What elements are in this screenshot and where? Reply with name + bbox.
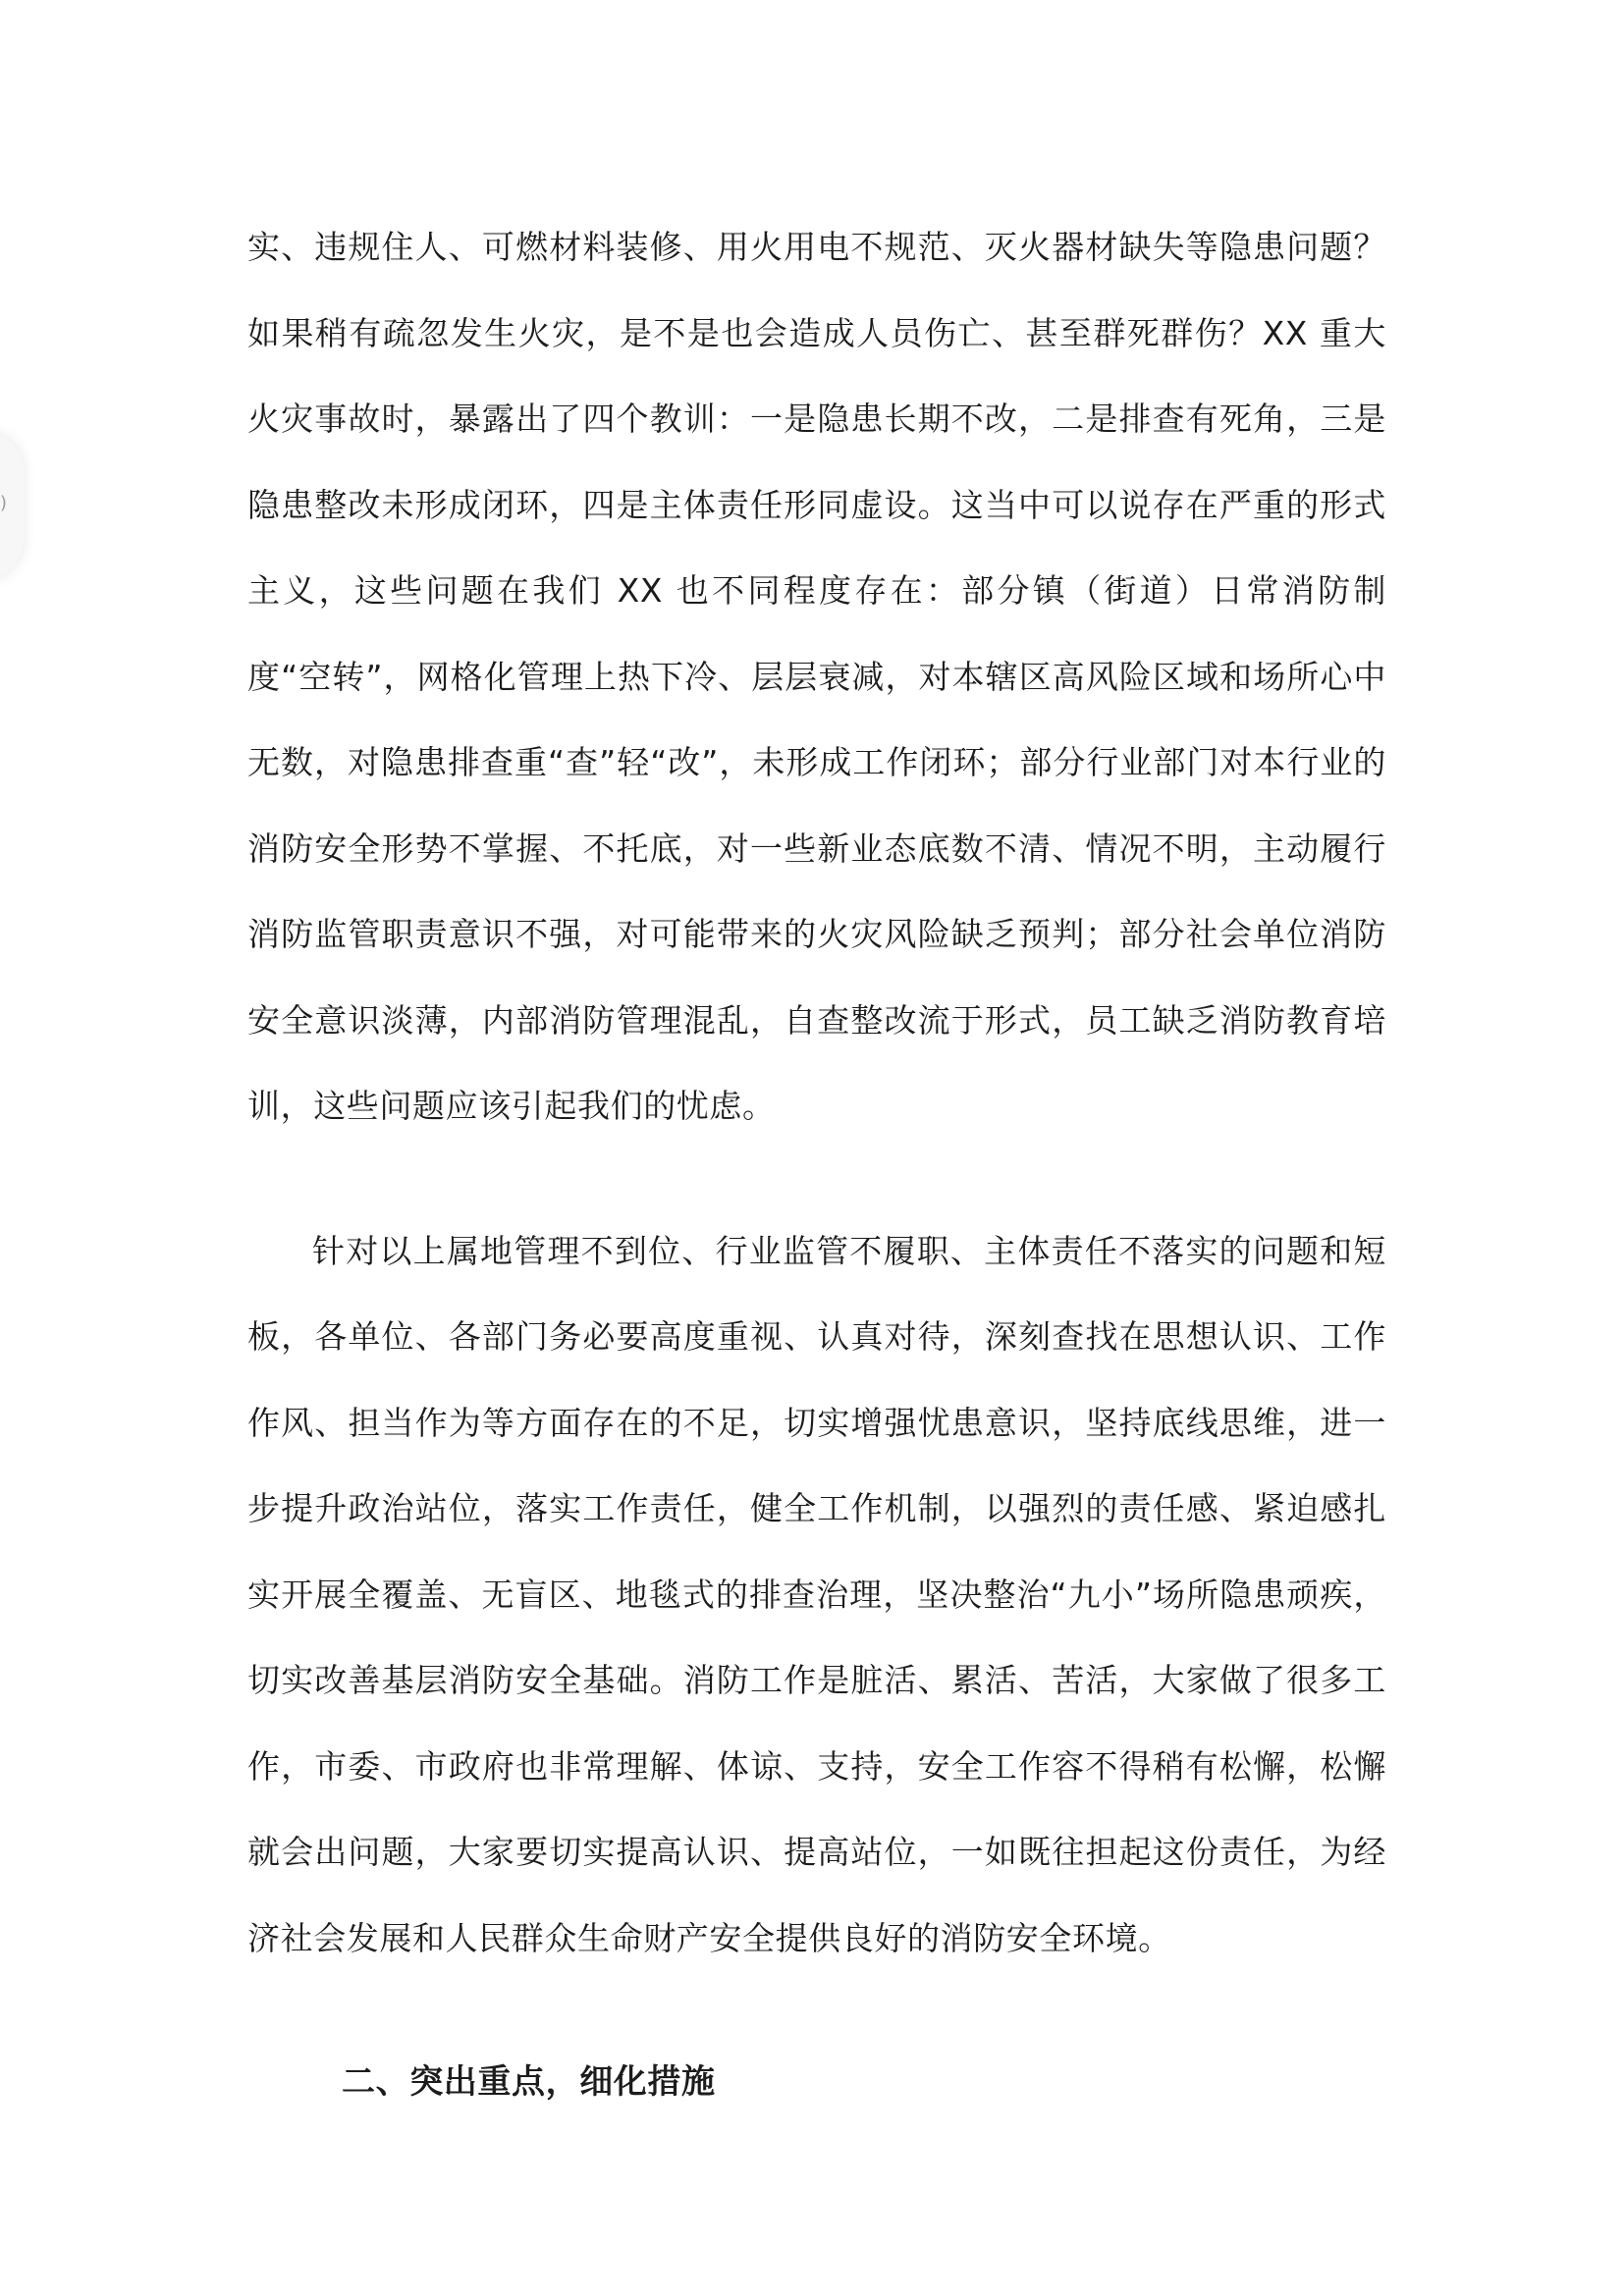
document-body [247,204,1386,2126]
paragraph-measures: 针对以上属地管理不到位、行业监管不履职、主体责任不落实的问题和短板，各单位、各部门务必要高度重视、认真对待，深刻查找在思想认识、工作作风、担当作为等方面存在的不足，切实增强忧患意识，坚持底线思维，进一步提升政治站位，落实工作责任，健全工作机制，以强烈的责任感、紧迫感扎实开展全覆盖、无盲区、地毯式的排查治理，坚决整治“九小”场所隐患顽疾，切实改善基层消防安全基础。消防工作是脏活、累活、苦活，大家做了很多工作，市委、市政府也非常理解、体谅、支持，安全工作容不得稍有松懈，松懈就会出问题，大家要切实提高认识、提高站位，一如既往担起这份责任，为经济社会发展和人民群众生命财产安全提供良好的消防安全环境。 [247,1231,1386,1957]
paragraph-gap [247,1149,1386,1208]
paragraph-gap [247,1981,1386,2040]
paragraph-continued: 实、违规住人、可燃材料装修、用火用电不规范、灭火器材缺失等隐患问题？如果稍有疏忽发生火灾，是不是也会造成人员伤亡、甚至群死群伤？XX 重大火灾事故时，暴露出了四个教训：一是隐患长期不改，二是排查有死角，三是隐患整改未形成闭环，四是主体责任形同虚设。这当中可以说存在严重的形式主义，这些问题在我们 XX 也不同程度存在：部分镇（街道）日常消防制度“空转”，网格化管理上热下冷、层层衰减，对本辖区高风险区域和场所心中无数，对隐患排查重“查”轻“改”，未形成工作闭环；部分行业部门对本行业的消防安全形势不掌握、不托底，对一些新业态底数不清、情况不明，主动履行消防监管职责意识不强，对可能带来的火灾风险缺乏预判；部分社会单位消防安全意识淡薄，内部消防管理混乱，自查整改流于形式，员工缺乏消防教育培训，这些问题应该引起我们的忧虑。 [247,228,1386,1125]
section-heading: 二、突出重点，细化措施 [342,2062,716,2102]
side-expand-tab[interactable] [0,432,24,579]
chevron-right-icon: ) [0,493,8,513]
